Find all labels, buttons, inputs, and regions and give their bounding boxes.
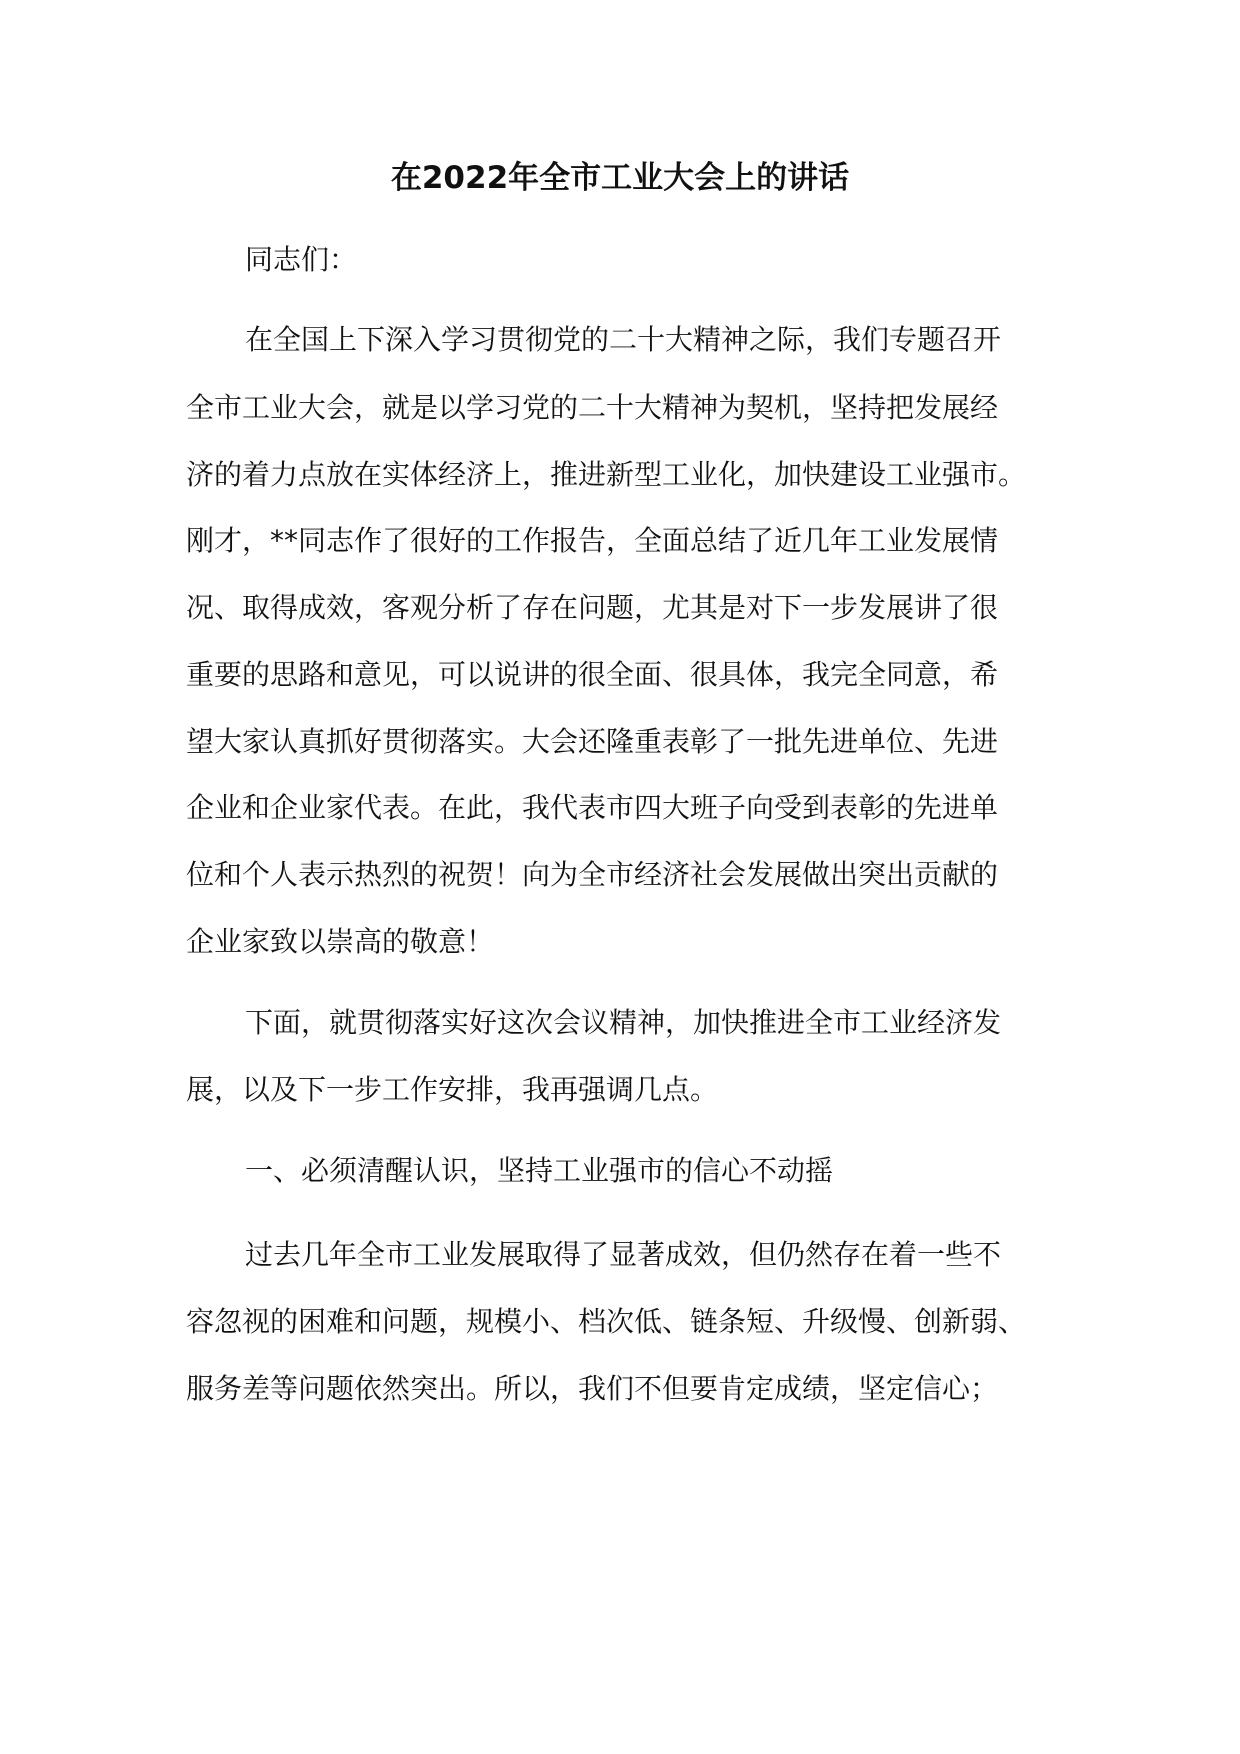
paragraph-line: 位和个人表示热烈的祝贺！向为全市经济社会发展做出突出贡献的 xyxy=(186,858,999,891)
paragraph-line: 下面，就贯彻落实好这次会议精神，加快推进全市工业经济发 xyxy=(245,1006,1002,1039)
paragraph-line: 望大家认真抓好贯彻落实。大会还隆重表彰了一批先进单位、先进 xyxy=(186,725,999,758)
paragraph-line: 全市工业大会，就是以学习党的二十大精神为契机，坚持把发展经 xyxy=(186,391,999,424)
paragraph-line: 企业家致以崇高的敬意！ xyxy=(186,925,495,958)
salutation: 同志们： xyxy=(245,243,358,276)
section-heading: 一、必须清醒认识，坚持工业强市的信心不动摇 xyxy=(245,1154,834,1187)
paragraph-line: 企业和企业家代表。在此，我代表市四大班子向受到表彰的先进单 xyxy=(186,791,999,824)
document-title: 在2022年全市工业大会上的讲话 xyxy=(390,160,850,196)
paragraph-line: 在全国上下深入学习贯彻党的二十大精神之际，我们专题召开 xyxy=(245,323,1002,356)
paragraph-line: 服务差等问题依然突出。所以，我们不但要肯定成绩，坚定信心； xyxy=(186,1372,999,1405)
paragraph-line: 况、取得成效，客观分析了存在问题，尤其是对下一步发展讲了很 xyxy=(186,591,999,624)
paragraph-line: 展，以及下一步工作安排，我再强调几点。 xyxy=(186,1073,719,1106)
paragraph-line: 重要的思路和意见，可以说讲的很全面、很具体，我完全同意，希 xyxy=(186,658,999,691)
paragraph-line: 容忽视的困难和问题，规模小、档次低、链条短、升级慢、创新弱、 xyxy=(186,1305,1027,1338)
paragraph-line: 过去几年全市工业发展取得了显著成效，但仍然存在着一些不 xyxy=(245,1238,1002,1271)
paragraph-line: 济的着力点放在实体经济上，推进新型工业化，加快建设工业强市。 xyxy=(186,458,1027,491)
paragraph-line: 刚才，**同志作了很好的工作报告，全面总结了近几年工业发展情 xyxy=(186,524,999,557)
